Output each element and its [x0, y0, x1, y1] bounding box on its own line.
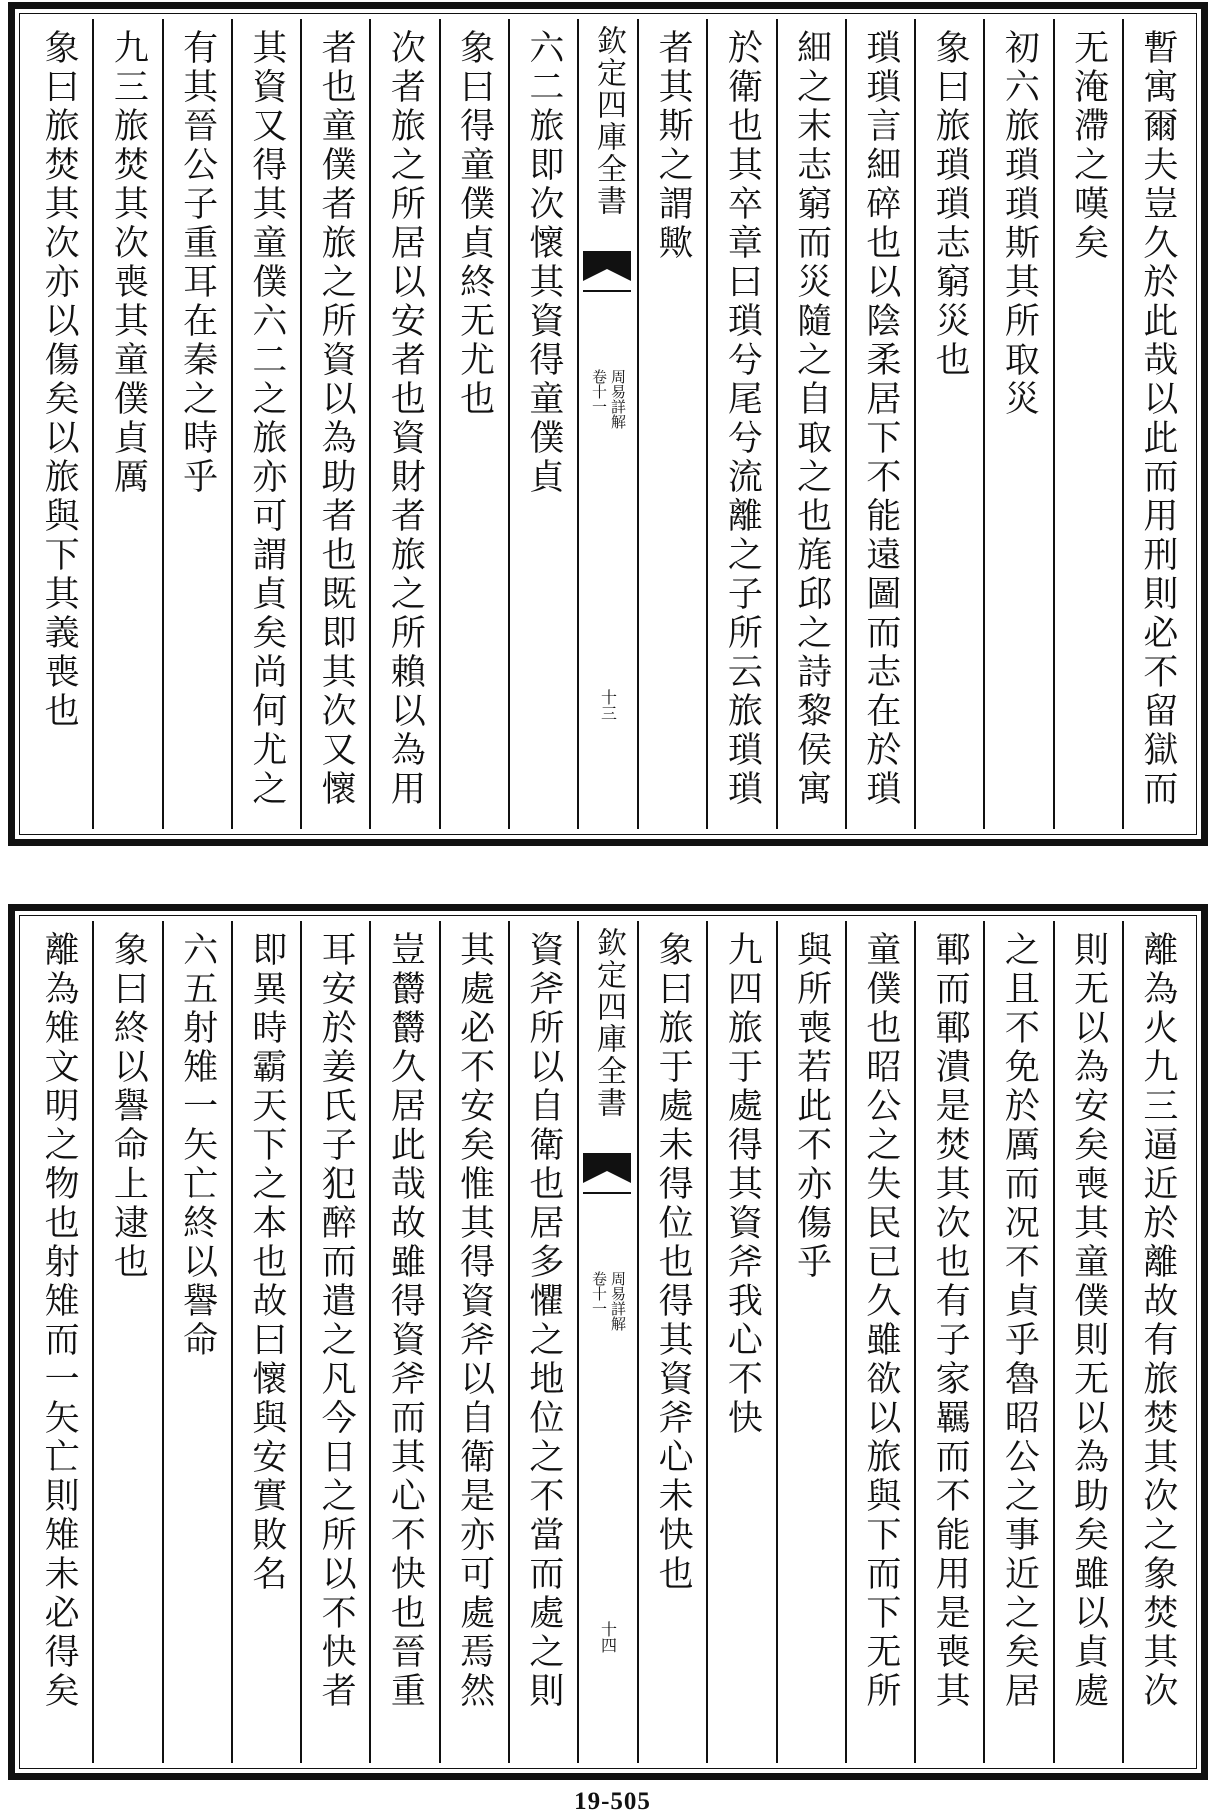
page-footer-number: 19-505 — [574, 1788, 651, 1815]
center-fold-column — [577, 921, 637, 1763]
text-column — [25, 19, 92, 829]
text-column — [1053, 921, 1122, 1763]
column-text: 耳安於姜氏子犯醉而遣之凡今日之所以不快者 — [316, 931, 357, 1711]
text-column — [508, 19, 577, 829]
bottom-page-columns — [25, 921, 1191, 1763]
column-text: 之且不免於厲而况不貞乎魯昭公之事近之矣居 — [999, 931, 1040, 1711]
column-text: 其處必不安矣惟其得資斧以自衛是亦可處焉然 — [454, 931, 495, 1711]
text-column — [914, 19, 983, 829]
column-text: 象曰旅瑣瑣志窮災也 — [930, 29, 971, 380]
text-column — [914, 921, 983, 1763]
page-number: 十四 — [598, 1621, 618, 1653]
top-page — [8, 2, 1208, 846]
text-column — [776, 921, 845, 1763]
text-column — [300, 921, 369, 1763]
fishtail-mark-icon — [583, 1153, 631, 1195]
column-text: 於衛也其卒章曰瑣兮尾兮流離之子所云旅瑣瑣 — [722, 29, 763, 809]
chapter-info — [585, 369, 631, 429]
column-text: 則无以為安矣喪其童僕則无以為助矣雖以貞處 — [1068, 931, 1109, 1711]
column-text: 初六旅瑣瑣斯其所取災 — [999, 29, 1040, 419]
text-column — [637, 921, 706, 1763]
book-title: 欽定四庫全書 — [591, 25, 626, 217]
column-text: 象曰終以譽命上逮也 — [108, 931, 149, 1282]
column-text: 有其晉公子重耳在秦之時乎 — [177, 29, 218, 497]
fishtail-mark-icon — [583, 251, 631, 293]
text-column — [508, 921, 577, 1763]
column-text: 象曰旅于處未得位也得其資斧心未快也 — [653, 931, 694, 1594]
text-column — [983, 19, 1052, 829]
text-column — [92, 19, 161, 829]
column-text: 九四旅于處得其資斧我心不快 — [722, 931, 763, 1438]
column-text: 九三旅焚其次喪其童僕貞厲 — [108, 29, 149, 497]
text-column — [983, 921, 1052, 1763]
text-column — [162, 19, 231, 829]
column-text: 次者旅之所居以安者也資財者旅之所賴以為用 — [385, 29, 426, 809]
column-text: 其資又得其童僕六二之旅亦可謂貞矣尚何尤之 — [246, 29, 287, 809]
page-number: 十三 — [598, 689, 618, 721]
text-column — [300, 19, 369, 829]
text-column — [1122, 19, 1191, 829]
text-column — [776, 19, 845, 829]
book-title: 欽定四庫全書 — [591, 927, 626, 1119]
column-text: 象曰旅焚其次亦以傷矣以旅與下其義喪也 — [39, 29, 80, 731]
chapter-info — [585, 1271, 631, 1331]
column-text: 六五射雉一矢亡終以譽命 — [177, 931, 218, 1360]
text-column — [231, 19, 300, 829]
column-text: 暫寓爾夫豈久於此哉以此而用刑則必不留獄而 — [1137, 29, 1178, 809]
text-column — [1053, 19, 1122, 829]
column-text: 者其斯之謂歟 — [653, 29, 694, 263]
column-text: 童僕也昭公之失民已久雖欲以旅與下而下无所 — [860, 931, 901, 1711]
text-column — [637, 19, 706, 829]
column-text: 六二旅即次懷其資得童僕貞 — [523, 29, 564, 497]
column-text: 象曰得童僕貞終无尤也 — [454, 29, 495, 419]
text-column — [369, 921, 438, 1763]
text-column — [439, 19, 508, 829]
top-page-columns — [25, 19, 1191, 829]
column-text: 離為火九三逼近於離故有旅焚其次之象焚其次 — [1137, 931, 1178, 1711]
text-column — [92, 921, 161, 1763]
text-column — [845, 921, 914, 1763]
text-column — [706, 19, 775, 829]
column-text: 者也童僕者旅之所資以為助者也既即其次又懷 — [316, 29, 357, 809]
text-column — [439, 921, 508, 1763]
text-column — [845, 19, 914, 829]
column-text: 鄆而鄆潰是焚其次也有子家羈而不能用是喪其 — [930, 931, 971, 1711]
column-text: 與所喪若此不亦傷乎 — [791, 931, 832, 1282]
volume-name: 卷十一 — [590, 369, 608, 414]
column-text: 豈欝欝久居此哉故雖得資斧而其心不快也晉重 — [385, 931, 426, 1711]
column-text: 即異時霸天下之本也故曰懷與安實敗名 — [246, 931, 287, 1594]
volume-name: 卷十一 — [590, 1271, 608, 1316]
column-text: 瑣瑣言細碎也以陰柔居下不能遠圖而志在於瑣 — [860, 29, 901, 809]
text-column — [369, 19, 438, 829]
column-text: 離為雉文明之物也射雉而一矢亡則雉未必得矣 — [39, 931, 80, 1711]
text-column — [162, 921, 231, 1763]
column-text: 資斧所以自衛也居多懼之地位之不當而處之則 — [523, 931, 564, 1711]
center-fold-column — [577, 19, 637, 829]
text-column — [706, 921, 775, 1763]
chapter-name: 周易詳解 — [609, 369, 627, 429]
bottom-page — [8, 904, 1208, 1780]
text-column — [25, 921, 92, 1763]
text-column — [231, 921, 300, 1763]
column-text: 无淹滯之嘆矣 — [1068, 29, 1109, 263]
chapter-name: 周易詳解 — [609, 1271, 627, 1331]
text-column — [1122, 921, 1191, 1763]
column-text: 細之末志窮而災隨之自取之也旄邱之詩黎侯寓 — [791, 29, 832, 809]
